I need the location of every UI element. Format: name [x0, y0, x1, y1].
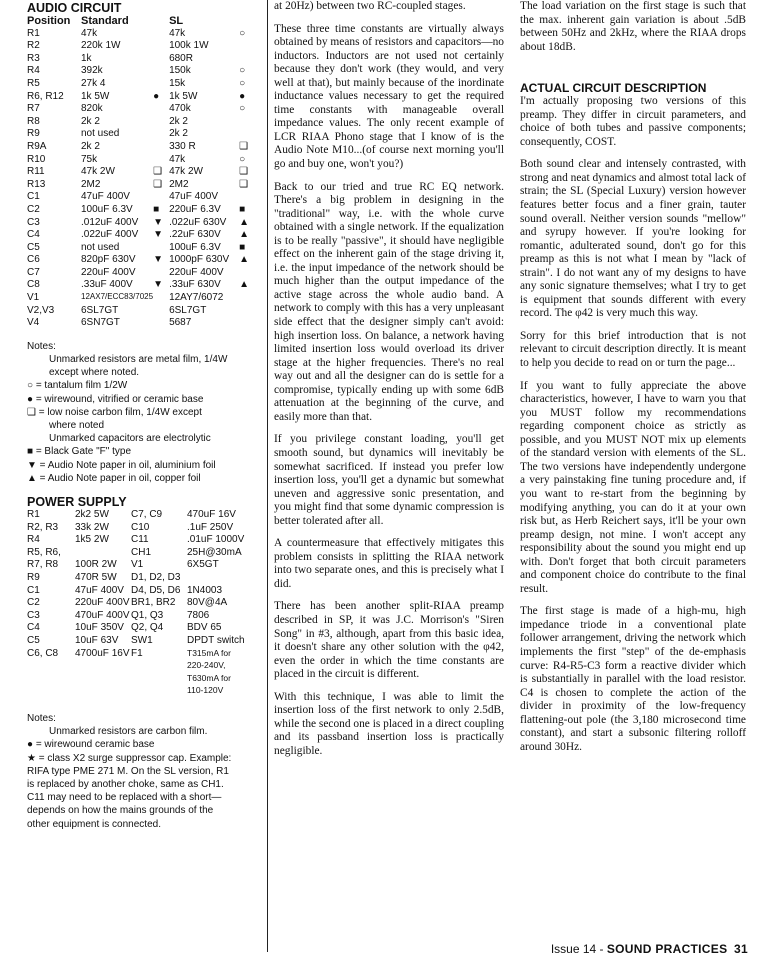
part-sl-symbol [239, 305, 253, 318]
power-value-2: 1N4003 [187, 584, 223, 596]
part-sl-value: 47uF 400V [169, 191, 218, 203]
audio-notes-label: Notes: [27, 340, 56, 352]
part-standard-symbol: ▼ [153, 216, 163, 228]
power-position: R2, R3 [27, 521, 59, 533]
power-note-line: is replaced by another choke, same as CH1. [27, 779, 224, 790]
part-position: C4 [27, 229, 40, 241]
power-value-2: DPDT switch [187, 635, 245, 647]
part-standard-value: 1k 5W [81, 90, 110, 102]
audio-part-row [27, 279, 253, 292]
part-standard-value: 1k [81, 52, 92, 64]
power-part-row [27, 547, 261, 560]
power-position: R7, R8 [27, 559, 59, 571]
part-position: R10 [27, 153, 46, 165]
part-sl-value: 220uF 6.3V [169, 203, 221, 215]
power-part-row [27, 648, 261, 661]
audio-part-row [27, 91, 253, 104]
power-value [75, 685, 131, 698]
power-value: 470uF 400V [75, 609, 130, 621]
part-standard-symbol [153, 116, 169, 129]
part-standard-value: 47uF 400V [81, 191, 130, 203]
part-sl-value: .022uF 630V [169, 216, 227, 228]
part-sl-symbol: ○ [239, 65, 246, 77]
power-part-row [27, 610, 261, 623]
part-sl-value: 47k [169, 27, 186, 39]
power-position-2: D4, D5, D6 [131, 584, 181, 596]
part-sl-symbol [239, 267, 253, 280]
part-standard-value: not used [81, 128, 120, 140]
audio-part-row [27, 154, 253, 167]
audio-note-line: except where noted. [49, 367, 140, 379]
power-value-2: 25H@30mA [187, 546, 242, 558]
part-standard-symbol: ❑ [153, 178, 163, 190]
footer-magazine: SOUND PRACTICES [606, 942, 728, 956]
audio-part-row [27, 103, 253, 116]
power-value-2: 7806 [187, 609, 210, 621]
power-part-row [27, 622, 261, 635]
part-position: R4 [27, 65, 40, 77]
body-paragraph: Both sound clear and intensely contrasted, with strong and neat dynamics and almost total lack of strain; the SL (Special Luxury) version however features better focus and a finer grain, tauter sound overall. Neither version sounds "mellow" and syrupy however. If you're looking for romantic, adulterated sound, don't go for this preamp as this is not what I mean by "lack of strain". I do not want any of my designs to have any sonic signature themselves; what I try to get is equipment that sounds different with every record. The φ42 is very much this way. [520, 158, 746, 320]
part-standard-symbol: ▼ [153, 229, 163, 241]
part-sl-value: 5687 [169, 317, 192, 329]
power-value: 2k2 5W [75, 509, 109, 521]
part-sl-value: 12AY7/6072 [169, 292, 224, 304]
part-sl-value: 150k [169, 65, 191, 77]
part-sl-symbol: ○ [239, 77, 246, 89]
part-sl-value: 220uF 400V [169, 266, 224, 278]
part-sl-value: .22uF 630V [169, 229, 221, 241]
power-value-2: 110-120V [187, 685, 224, 696]
part-sl-value: 15k [169, 77, 186, 89]
header-position: Position [27, 15, 71, 27]
power-value: 10uF 350V [75, 622, 124, 634]
power-value: 33k 2W [75, 521, 109, 533]
power-position-2: C7, C9 [131, 509, 163, 521]
part-position: R11 [27, 166, 45, 178]
part-position: R2 [27, 40, 40, 52]
part-standard-value: 220uF 400V [81, 266, 136, 278]
power-note-line: ★ = class X2 surge suppressor cap. Example: [27, 752, 232, 764]
part-standard-value: .022uF 400V [81, 229, 139, 241]
power-part-row [27, 597, 261, 610]
part-standard-value: 27k 4 [81, 77, 106, 89]
audio-part-row [27, 217, 253, 230]
audio-part-row [27, 116, 253, 129]
part-sl-value: 2k 2 [169, 128, 188, 140]
audio-note-line: Unmarked capacitors are electrolytic [49, 433, 211, 445]
power-part-row [27, 522, 261, 535]
part-standard-value: 820pF 630V [81, 254, 136, 266]
power-position-2: V1 [131, 559, 144, 571]
audio-note-line: ▲ = Audio Note paper in oil, copper foil [27, 472, 201, 484]
part-sl-symbol: ■ [239, 241, 246, 253]
part-sl-value: .33uF 630V [169, 279, 221, 291]
part-position: V2,V3 [27, 304, 55, 316]
audio-note-line: ● = wirewound, vitrified or ceramic base [27, 393, 204, 405]
part-sl-value: 470k [169, 103, 191, 115]
body-paragraph: If you privilege constant loading, you'll get smooth sound, but dynamics will inevitably be somewhat sacrificed. If instead you prefer low insertion loss, you'll get a dynamic but somewhat uneven and aggressive sonic presentation, and you might find that some dynamic compression is better tolerated after all. [274, 433, 504, 527]
column-parts-list [27, 0, 261, 831]
power-part-row [27, 660, 261, 673]
power-position-2: Q1, Q3 [131, 609, 164, 621]
power-position-2: F1 [131, 647, 143, 659]
part-sl-symbol: ▲ [239, 216, 249, 228]
part-sl-symbol: ○ [239, 27, 246, 39]
part-position: C7 [27, 266, 40, 278]
part-sl-value: 100uF 6.3V [169, 241, 221, 253]
audio-notes [27, 340, 261, 485]
power-position-2 [131, 685, 187, 698]
power-value: 220uF 400V [75, 597, 130, 609]
part-standard-symbol [153, 154, 169, 167]
power-position-2 [131, 673, 187, 686]
part-standard-value: 220k 1W [81, 40, 121, 52]
power-position: R1 [27, 509, 40, 521]
part-sl-symbol: ▲ [239, 254, 249, 266]
part-sl-value: 2k 2 [169, 115, 188, 127]
part-standard-symbol [153, 242, 169, 255]
footer-page-number: 31 [734, 942, 748, 956]
power-part-row [27, 572, 261, 585]
part-standard-symbol [153, 191, 169, 204]
intro-paragraph: The load variation on the first stage is such that the max. inherent gain variation is about .5dB between 50Hz and 2kHz, where the RIAA drops about 18dB. [520, 0, 746, 53]
body-paragraph: Sorry for this brief introduction that is not relevant to circuit description directly. It is meant to help you decide to read on or turn the page... [520, 329, 746, 370]
audio-part-row [27, 204, 253, 217]
part-sl-value: 2M2 [169, 178, 189, 190]
part-sl-value: 47k 2W [169, 166, 203, 178]
power-part-row [27, 534, 261, 547]
power-position [27, 660, 75, 673]
power-position [27, 685, 75, 698]
column-text-right [520, 0, 746, 763]
power-value: 4700uF 16V [75, 647, 130, 659]
part-standard-symbol: ▼ [153, 279, 163, 291]
part-sl-symbol: ❑ [239, 166, 249, 178]
part-standard-symbol [153, 78, 169, 91]
power-position: C1 [27, 584, 40, 596]
part-sl-symbol [239, 292, 253, 305]
part-standard-value: .012uF 400V [81, 216, 139, 228]
power-value-2: 220-240V, [187, 660, 226, 671]
part-standard-value: 6SN7GT [81, 317, 120, 329]
part-sl-value: 680R [169, 52, 193, 64]
part-standard-value: 392k [81, 65, 103, 77]
audio-part-row [27, 292, 253, 305]
audio-note-line: ○ = tantalum film 1/2W [27, 380, 128, 392]
power-position: R4 [27, 534, 40, 546]
power-value-2: T630mA for [187, 672, 231, 683]
power-value-2: 6X5GT [187, 559, 219, 571]
part-position: R6, R12 [27, 90, 64, 102]
part-position: R8 [27, 115, 40, 127]
part-standard-symbol: ■ [153, 203, 160, 215]
power-value: 1k5 2W [75, 534, 109, 546]
part-standard-symbol [153, 103, 169, 116]
power-position: C6, C8 [27, 647, 59, 659]
audio-note-line: where noted [49, 420, 105, 432]
part-sl-symbol: ● [239, 90, 246, 102]
page-footer [551, 942, 748, 956]
part-position: C2 [27, 203, 40, 215]
section-heading: ACTUAL CIRCUIT DESCRIPTION [520, 81, 707, 96]
power-value: 10uF 63V [75, 635, 119, 647]
body-paragraph: A countermeasure that effectively mitigates this problem consists in splitting the RIAA network into two separate ones, and this is precisely what I did. [274, 537, 504, 590]
body-paragraph: The first stage is made of a high-mu, high impedance triode in a conventional plate follower arrangement, driving the network which implements the first "step" of the de-emphasis curve: R4-R5-C3 form a reactive divider which is substantially in parallel with the load resistor. C4 is chosen to complete the action of the divider in proximity of the low-frequency flattening-out pole (the 3,180 microsecond time constant), and start a subsonic filtering rolloff around 30Hz. [520, 605, 746, 753]
part-sl-symbol: ■ [239, 203, 246, 215]
part-sl-symbol: ○ [239, 103, 246, 115]
part-sl-symbol: ○ [239, 153, 246, 165]
audio-part-row [27, 267, 253, 280]
power-position [27, 673, 75, 686]
audio-part-row [27, 28, 253, 41]
part-sl-value: 47k [169, 153, 186, 165]
part-sl-value: 100k 1W [169, 40, 209, 52]
power-value: 100R 2W [75, 559, 117, 571]
part-sl-value: 1k 5W [169, 90, 198, 102]
power-note-line: depends on how the mains grounds of the [27, 805, 214, 817]
power-position-2: Q2, Q4 [131, 622, 164, 634]
audio-part-row [27, 128, 253, 141]
audio-part-row [27, 78, 253, 91]
audio-part-row [27, 317, 253, 330]
power-position: R5, R6, [27, 546, 61, 558]
body-paragraph: Back to our tried and true RC EQ network. There's a big problem in designing in the "traditional" way, i.e. with the whole curve obtained with a single network. If the equalization is to be really "passive", it should have negligible effect on the inherent gain of the stage driving it, i.e. the input impedance of the network should be much higher than the output impedance of the active stage across the whole audio band. A network to comply with this has a very unpleasant side effect that the designer simply can't avoid: high insertion loss. On balance, a network having limited insertion loss would overload its driver stage at the higher frequencies. There's no real way out and all the designer can do is settle for a compromise, typically ending up with some 6dB attenuation at the beginning of the curve, and easily more than that. [274, 180, 504, 423]
part-sl-value: 6SL7GT [169, 304, 207, 316]
power-value-2: BDV 65 [187, 622, 222, 634]
audio-part-row [27, 53, 253, 66]
power-note-line: RIFA type PME 271 M. On the SL version, R1 [27, 765, 229, 777]
power-notes [27, 712, 261, 831]
part-standard-value: 2M2 [81, 178, 101, 190]
part-sl-symbol: ❑ [239, 178, 249, 190]
body-paragraph: These three time constants are virtually always obtained by means of resistors and capacitors—no inductors. Inductors are not used not certainly because they don't work (they would, and very well at that), but mainly because of the inordinate inductance values necessary to get the required time constants with manageable overall impedance values. The only recent example of LCR RIAA Phono stage that I know of is the Audio Note M10...(of course next morning you'll go and buy one, won't you?) [274, 22, 504, 171]
part-standard-value: 47k [81, 27, 98, 39]
part-standard-value: 12AX7/ECC83/7025 [81, 292, 154, 302]
power-position: C5 [27, 635, 40, 647]
part-standard-symbol [153, 292, 169, 305]
power-notes-label: Notes: [27, 712, 56, 724]
audio-parts-table [27, 15, 253, 330]
audio-part-row [27, 65, 253, 78]
part-sl-symbol: ▲ [239, 229, 249, 241]
column-text-middle [274, 0, 504, 767]
part-position: C1 [27, 191, 40, 203]
audio-note-line: ■ = Black Gate "F" type [27, 446, 132, 458]
body-paragraph: With this technique, I was able to limit the insertion loss of the first network to only 2.5dB, while the second one is placed in a direct coupling and its passband insertion loss is practically negligible. [274, 690, 504, 757]
part-standard-symbol [153, 65, 169, 78]
part-position: V4 [27, 317, 40, 329]
part-standard-value: 820k [81, 103, 103, 115]
part-standard-symbol [153, 53, 169, 66]
footer-issue: Issue 14 - [550, 942, 607, 956]
power-parts-table [27, 509, 261, 698]
audio-part-row [27, 254, 253, 267]
part-position: C3 [27, 216, 40, 228]
part-standard-value: 2k 2 [81, 140, 100, 152]
part-standard-value: 6SL7GT [81, 304, 119, 316]
power-part-row [27, 559, 261, 572]
power-value: 47uF 400V [75, 584, 124, 596]
power-part-row [27, 673, 261, 686]
part-sl-symbol [239, 40, 253, 53]
part-position: R13 [27, 178, 46, 190]
power-position-2: D1, D2, D3 [131, 572, 181, 584]
part-sl-symbol [239, 317, 253, 330]
part-sl-value: 330 R [169, 140, 196, 152]
audio-note-line: ❑ = low noise carbon film, 1/4W except [27, 406, 202, 418]
power-position: R9 [27, 572, 40, 584]
power-position: C3 [27, 609, 40, 621]
part-standard-symbol [153, 267, 169, 280]
power-note-line: C11 may need to be replaced with a short— [27, 792, 222, 804]
power-position-2: BR1, BR2 [131, 597, 176, 609]
part-standard-symbol [153, 128, 169, 141]
power-note-line: other equipment is connected. [27, 818, 161, 830]
power-value [75, 660, 131, 673]
part-position: R9A [27, 140, 47, 152]
audio-note-line: Unmarked resistors are metal film, 1/4W [49, 354, 228, 366]
power-position-2 [131, 660, 187, 673]
part-standard-symbol [153, 40, 169, 53]
power-position: C2 [27, 597, 40, 609]
part-standard-value: 100uF 6.3V [81, 203, 133, 215]
audio-part-row [27, 141, 253, 154]
audio-part-row [27, 305, 253, 318]
part-position: R9 [27, 128, 40, 140]
part-standard-value: .33uF 400V [81, 279, 133, 291]
audio-part-row [27, 166, 253, 179]
audio-circuit-title: AUDIO CIRCUIT [27, 1, 122, 15]
part-standard-value: not used [81, 241, 120, 253]
power-value-2: .1uF 250V [187, 521, 234, 533]
part-standard-value: 2k 2 [81, 115, 100, 127]
power-value [75, 673, 131, 686]
power-value-2: T315mA for [187, 647, 231, 658]
part-standard-symbol [153, 305, 169, 318]
part-standard-symbol [153, 141, 169, 154]
power-position-2: CH1 [131, 546, 152, 558]
part-standard-value: 75k [81, 153, 98, 165]
power-value: 470R 5W [75, 572, 117, 584]
power-supply-title: POWER SUPPLY [27, 495, 127, 510]
audio-part-row [27, 179, 253, 192]
power-value-2: 80V@4A [187, 597, 228, 609]
part-position: R3 [27, 52, 40, 64]
part-standard-symbol [153, 317, 169, 330]
part-sl-symbol [239, 191, 253, 204]
column-divider [267, 0, 268, 952]
header-standard: Standard [81, 15, 129, 27]
part-standard-value: 47k 2W [81, 166, 115, 178]
power-position-2: SW1 [131, 635, 153, 647]
part-position: R5 [27, 77, 40, 89]
power-position: C4 [27, 622, 40, 634]
body-paragraph: I'm actually proposing two versions of this preamp. They differ in circuit parameters, and choice of both tubes and passive components; consequently, COST. [520, 95, 746, 148]
power-part-row [27, 685, 261, 698]
part-sl-value: 1000pF 630V [169, 254, 230, 266]
part-position: C5 [27, 241, 40, 253]
body-paragraph: If you want to fully appreciate the above characteristics, however, I have to warn you that you MUST follow my recommendations regarding component choice as strictly as possible, and you MUST NOT mix up elements of the standard version with elements of the SL. The two versions have independently undergone a very painstaking fine tuning procedure and, if you want to re-start from the beginning by modifying anything, you can do it at your own risk but, as Herb Reichert says, it'll be your own preamp design, not mine. I won't accept any responsibility about the sound you might end up with. Don't forget that both circuit parameters and component choice do contribute to the final result. [520, 379, 746, 595]
power-part-row [27, 635, 261, 648]
audio-part-row [27, 191, 253, 204]
power-value-2: 470uF 16V [187, 509, 236, 521]
part-sl-symbol: ▲ [239, 279, 249, 291]
part-standard-symbol: ▼ [153, 254, 163, 266]
part-position: C8 [27, 279, 40, 291]
part-sl-symbol [239, 128, 253, 141]
part-position: C6 [27, 254, 40, 266]
audio-part-row [27, 40, 253, 53]
part-position: V1 [27, 292, 40, 304]
part-standard-symbol: ❑ [153, 166, 163, 178]
power-value-2: .01uF 1000V [187, 534, 245, 546]
part-position: R7 [27, 103, 40, 115]
power-note-line: ● = wirewound ceramic base [27, 739, 155, 751]
power-part-row [27, 509, 261, 522]
audio-part-row [27, 242, 253, 255]
power-position-2: C10 [131, 521, 150, 533]
power-value [75, 547, 131, 560]
power-part-row [27, 585, 261, 598]
part-standard-symbol [153, 28, 169, 41]
header-sl: SL [169, 15, 184, 27]
audio-part-row [27, 229, 253, 242]
power-value-2 [187, 572, 261, 585]
part-standard-symbol: ● [153, 90, 160, 102]
part-sl-symbol: ❑ [239, 140, 249, 152]
part-sl-symbol [239, 116, 253, 129]
power-position-2: C11 [131, 534, 149, 546]
part-position: R1 [27, 27, 40, 39]
power-note-line: Unmarked resistors are carbon film. [49, 726, 208, 738]
body-paragraph: There has been another split-RIAA preamp described in SP, it was J.C. Morrison's "Siren Song" in #3, although, apart from this basic idea, it doesn't share any other solution with the φ42, even the order in which the time constants are placed in the circuit is different. [274, 600, 504, 681]
body-paragraph: at 20Hz) between two RC-coupled stages. [274, 0, 466, 12]
audio-note-line: ▼ = Audio Note paper in oil, aluminium foil [27, 459, 216, 471]
part-sl-symbol [239, 53, 253, 66]
